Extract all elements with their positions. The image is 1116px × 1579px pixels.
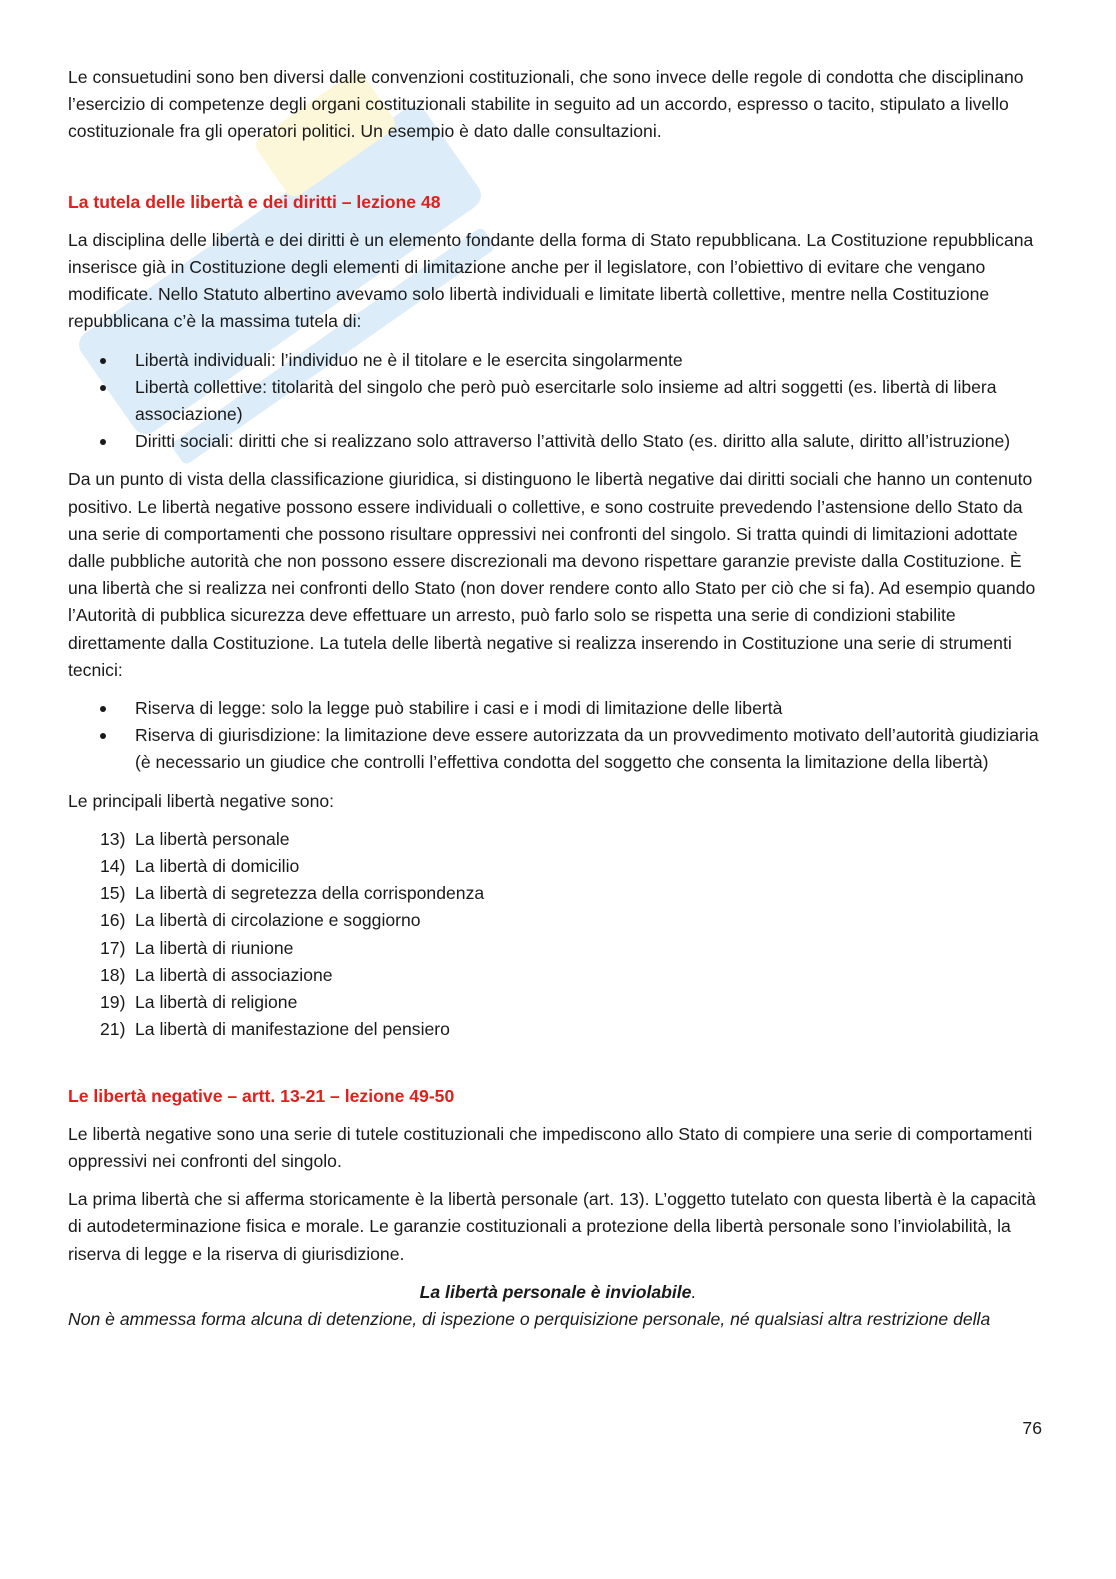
list-item: 18) La libertà di associazione xyxy=(100,964,333,985)
list-item: 21) La libertà di manifestazione del pensiero xyxy=(100,1019,450,1040)
quote-body: Non è ammessa forma alcuna di detenzione, di ispezione o perquisizione personale, né qualsiasi altra restrizione della xyxy=(68,1308,991,1329)
list-item: Libertà collettive: titolarità del singolo che però può esercitarle solo insieme ad altri soggetti (es. libertà di libera associazione) xyxy=(68,374,1048,428)
paragraph-classificazione: Da un punto di vista della classificazione giuridica, si distinguono le libertà negative dai diritti sociali che hanno un contenuto positivo. Le libertà negative possono essere individuali o collettive, e sono costruite prevedendo l’astensione dello Stato da una serie di comportamenti che possono risultare oppressivi nei confronti del singolo. Si tratta quindi di limitazioni adottate dalle pubbliche autorità che non possono essere discrezionali ma devono rispettare garanzie previste dalla Costituzione. È una libertà che si realizza nei confronti dello Stato (non dover rendere conto allo Stato per ciò che si fa). Ad esempio quando l’Autorità di pubblica sicurezza deve effettuare un arresto, può farlo solo se rispetta una serie di condizioni stabilite direttamente dalla Costituzione. La tutela delle libertà negative si realizza inserendo in Costituzione una serie di strumenti tecnici: xyxy=(68,469,1036,680)
section-heading-tutela: La tutela delle libertà e dei diritti – lezione 48 xyxy=(68,191,441,212)
quote-title: La libertà personale è inviolabile. xyxy=(419,1281,697,1302)
bullet-list-riserve xyxy=(68,695,1048,777)
bullet-icon xyxy=(100,733,106,739)
page-number: 76 xyxy=(1022,1418,1042,1438)
paragraph-tutele: Le libertà negative sono una serie di tutele costituzionali che impediscono allo Stato di compiere una serie di comportamenti oppressivi nei confronti del singolo. xyxy=(68,1123,1033,1171)
section-heading-liberta-negative: Le libertà negative – artt. 13-21 – lezione 49-50 xyxy=(68,1085,455,1106)
numbered-list-liberta-negative xyxy=(68,826,1048,1044)
document-page xyxy=(68,64,1048,1333)
list-item: Riserva di legge: solo la legge può stabilire i casi e i modi di limitazione delle libertà xyxy=(68,695,1048,722)
bullet-icon xyxy=(100,358,106,364)
bullet-icon xyxy=(100,385,106,391)
list-item: 16) La libertà di circolazione e soggiorno xyxy=(100,910,421,931)
bullet-list-liberta xyxy=(68,347,1048,456)
list-item: 15) La libertà di segretezza della corrispondenza xyxy=(100,883,485,904)
spacer xyxy=(68,1055,1048,1083)
list-item: 17) La libertà di riunione xyxy=(100,937,294,958)
list-item: Diritti sociali: diritti che si realizzano solo attraverso l’attività dello Stato (es. diritto alla salute, diritto all’istruzione) xyxy=(68,428,1048,455)
list-item: Libertà individuali: l’individuo ne è il titolare e le esercita singolarmente xyxy=(68,347,1048,374)
list-item: 13) La libertà personale xyxy=(100,828,290,849)
list-item: 14) La libertà di domicilio xyxy=(100,856,300,877)
intro-paragraph: Le consuetudini sono ben diversi dalle convenzioni costituzionali, che sono invece delle regole di condotta che disciplinano l’esercizio di competenze degli organi costituzionali stabilite in seguito ad un accordo, espresso o tacito, stipulato a livello costituzionale fra gli operatori politici. Un esempio è dato dalle consultazioni. xyxy=(68,67,1024,142)
bullet-icon xyxy=(100,439,106,445)
spacer xyxy=(68,157,1048,189)
paragraph-disciplina: La disciplina delle libertà e dei diritti è un elemento fondante della forma di Stato repubblicana. La Costituzione repubblicana inserisce già in Costituzione degli elementi di limitazione anche per il legislatore, con l’obiettivo di evitare che vengano modificate. Nello Statuto albertino avevamo solo libertà individuali e limitate libertà collettive, mentre nella Costituzione repubblicana c’è la massima tutela di: xyxy=(68,229,1034,332)
paragraph-principali: Le principali libertà negative sono: xyxy=(68,790,335,811)
list-item: Riserva di giurisdizione: la limitazione deve essere autorizzata da un provvedimento motivato dell’autorità giudiziaria (è necessario un giudice che controlli l’effettiva condotta del soggetto che consenta la limitazione della libertà) xyxy=(68,722,1048,776)
paragraph-liberta-personale: La prima libertà che si afferma storicamente è la libertà personale (art. 13). L’oggetto tutelato con questa libertà è la capacità di autodeterminazione fisica e morale. Le garanzie costituzionali a protezione della libertà personale sono l’inviolabilità, la riserva di legge e la riserva di giurisdizione. xyxy=(68,1189,1036,1264)
bullet-icon xyxy=(100,706,106,712)
list-item: 19) La libertà di religione xyxy=(100,992,298,1013)
